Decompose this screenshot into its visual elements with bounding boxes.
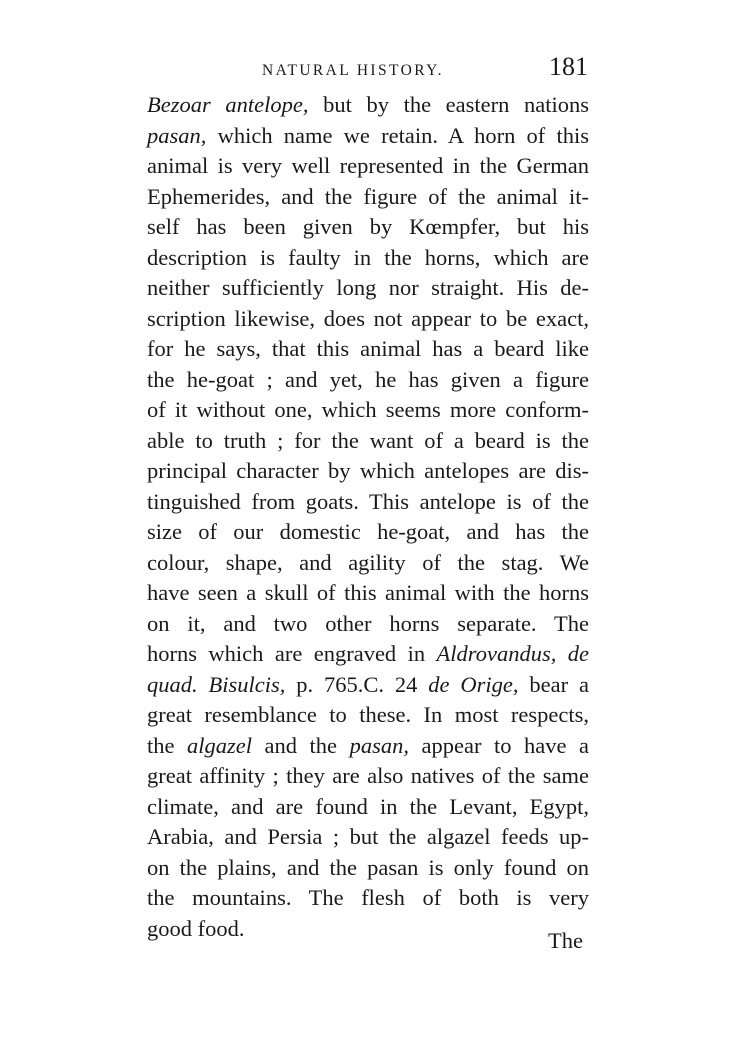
text-line bbox=[147, 670, 589, 701]
text-line bbox=[147, 212, 589, 243]
text-run: p. 765.C. 24 bbox=[285, 671, 429, 697]
text-run: good food. bbox=[147, 915, 245, 941]
text-line bbox=[147, 822, 589, 853]
italic-text: Bezoar antelope, bbox=[147, 92, 309, 117]
text-run: animal is very well represented in the German bbox=[147, 153, 589, 178]
text-line bbox=[147, 487, 589, 518]
body-text bbox=[147, 90, 589, 944]
text-run: tinguished from goats. This antelope is of the bbox=[147, 488, 589, 514]
text-run: on it, and two other horns separate. The bbox=[147, 610, 589, 636]
text-run: self has been given by Kœmpfer, but his bbox=[147, 214, 589, 239]
text-line bbox=[147, 639, 589, 670]
text-run: for he says, that this animal has a beard like bbox=[147, 336, 589, 361]
text-line bbox=[147, 883, 589, 914]
text-line bbox=[147, 548, 589, 579]
text-run: on the plains, and the pasan is only found on bbox=[147, 854, 589, 880]
italic-text: algazel bbox=[187, 732, 253, 758]
text-run: great resemblance to these. In most respects, bbox=[147, 702, 589, 727]
text-run: colour, shape, and agility of the stag. We bbox=[147, 549, 589, 575]
text-run: of it without one, which seems more conform- bbox=[147, 397, 589, 422]
text-line bbox=[147, 395, 589, 426]
text-line bbox=[147, 365, 589, 396]
text-run: the he-goat ; and yet, he has given a figure bbox=[147, 366, 589, 392]
text-line bbox=[147, 182, 589, 213]
text-line bbox=[147, 151, 589, 182]
text-line bbox=[147, 456, 589, 487]
text-run: scription likewise, does not appear to be exact, bbox=[147, 305, 589, 331]
text-line bbox=[147, 121, 589, 152]
text-line bbox=[147, 304, 589, 335]
text-run: the mountains. The flesh of both is very bbox=[147, 885, 589, 910]
text-line bbox=[147, 914, 589, 945]
text-run: great affinity ; they are also natives of the same bbox=[147, 763, 589, 788]
running-title: NATURAL HISTORY. bbox=[262, 62, 444, 79]
page-number: 181 bbox=[549, 52, 588, 81]
text-run: have seen a skull of this animal with the horns bbox=[147, 580, 589, 605]
italic-text: pasan, bbox=[147, 122, 207, 148]
text-line bbox=[147, 731, 589, 762]
text-line bbox=[147, 578, 589, 609]
text-run: able to truth ; for the want of a beard is the bbox=[147, 427, 589, 453]
text-run: which name we retain. A horn of this bbox=[206, 122, 589, 148]
italic-text: quad. Bisulcis, bbox=[147, 671, 286, 697]
text-run: but by the eastern nations bbox=[308, 92, 589, 117]
text-run: size of our domestic he-goat, and has the bbox=[147, 519, 589, 544]
text-run: Ephemerides, and the figure of the animal it- bbox=[147, 183, 589, 209]
catchword: The bbox=[548, 928, 583, 953]
text-line bbox=[147, 792, 589, 823]
text-run: principal character by which antelopes are dis- bbox=[147, 458, 589, 483]
text-run: Arabia, and Persia ; but the algazel feeds up- bbox=[147, 824, 589, 849]
running-head bbox=[0, 50, 750, 90]
text-run: description is faulty in the horns, which are bbox=[147, 244, 589, 270]
text-line bbox=[147, 517, 589, 548]
text-run: the bbox=[147, 732, 188, 758]
italic-text: pasan, bbox=[349, 732, 409, 758]
text-line bbox=[147, 700, 589, 731]
text-line bbox=[147, 273, 589, 304]
text-line bbox=[147, 334, 589, 365]
text-line bbox=[147, 90, 589, 121]
italic-text: Aldrovandus, de bbox=[436, 641, 589, 666]
text-run: neither sufficiently long nor straight. His de- bbox=[147, 275, 589, 300]
text-run: bear a bbox=[518, 671, 590, 697]
text-line bbox=[147, 609, 589, 640]
text-line bbox=[147, 761, 589, 792]
text-run: appear to have a bbox=[408, 732, 589, 758]
text-run: and the bbox=[252, 732, 350, 758]
text-line bbox=[147, 426, 589, 457]
text-line bbox=[147, 243, 589, 274]
text-run: climate, and are found in the Levant, Egypt, bbox=[147, 793, 589, 819]
text-line bbox=[147, 853, 589, 884]
italic-text: de Orige, bbox=[428, 671, 519, 697]
text-run: horns which are engraved in bbox=[147, 641, 437, 666]
